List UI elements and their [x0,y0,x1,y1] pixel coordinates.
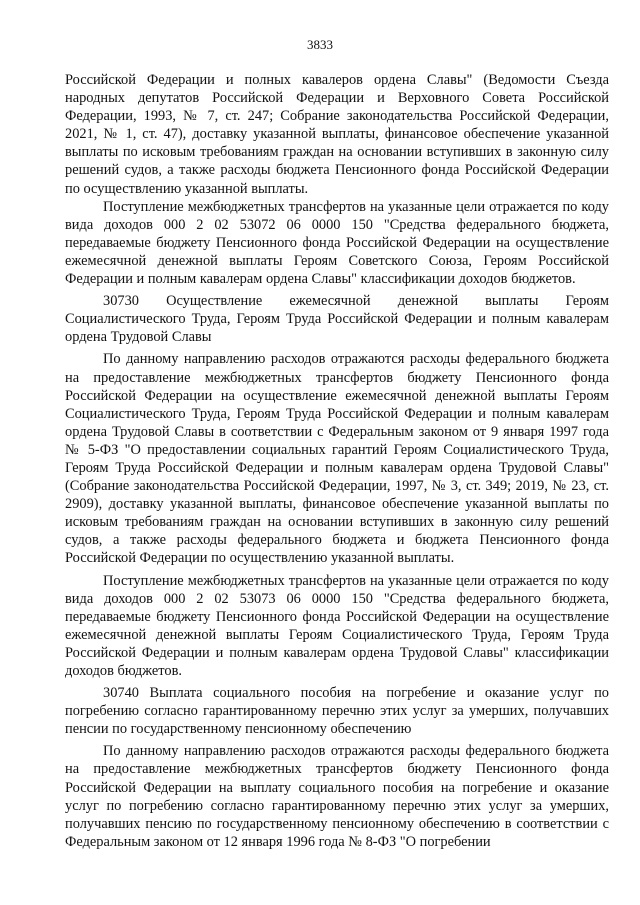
paragraph-expenses-30730: По данному направлению расходов отражаются расходы федерального бюджета на предоставление межбюджетных трансфертов бюджету Пенсионного фонда Российской Федерации на осуществление ежемесячной денежной выплаты Героям Социалистического Труда, Героям Труда Российской Федерации и полным кавалерам ордена Трудовой Славы в соответствии с Федеральным законом от 9 января 1997 года № 5-ФЗ "О предоставлении социальных гарантий Героям Социалистического Труда, Героям Труда Российской Федерации и полным кавалерам ордена Трудовой Славы" (Собрание законодательства Российской Федерации, 1997, № 3, ст. 349; 2019, № 23, ст. 2909), доставку указанной выплаты, финансовое обеспечение указанной выплаты по исковым требованиям граждан на основании вступивших в законную силу решений судов, а также расходы федерального бюджета и бюджета Пенсионного фонда Российской Федерации по осуществлению указанной выплаты. [65,351,609,567]
paragraph-expenses-30740: По данному направлению расходов отражаются расходы федерального бюджета на предоставление межбюджетных трансфертов бюджету Пенсионного фонда Российской Федерации на выплату социального пособия на погребение и оказание услуг по погребению согласно гарантированному перечню этих услуг за умерших, получавших пенсию по государственному пенсионному обеспечению в соответствии с Федеральным законом от 12 января 1996 года № 8-ФЗ "О погребении [65,743,609,850]
page-number: 3833 [307,37,333,52]
section-heading-30730: 30730 Осуществление ежемесячной денежной выплаты Героям Социалистического Труда, Героям Труда Российской Федерации и полным кавалерам ордена Трудовой Славы [65,293,609,346]
paragraph-income-code-53072: Поступление межбюджетных трансфертов на указанные цели отражается по коду вида доходов 000 2 02 53072 06 0000 150 "Средства федерального бюджета, передаваемые бюджету Пенсионного фонда Российской Федерации на осуществление ежемесячной денежной выплаты Героям Советского Союза, Героям Российской Федерации и полным кавалерам ордена Славы" классификации доходов бюджетов. [65,198,609,288]
paragraph-continuation: Российской Федерации и полных кавалеров ордена Славы" (Ведомости Съезда народных депутатов Российской Федерации и Верховного Совета Российской Федерации, 1993, № 7, ст. 247; Собрание законодательства Российской Федерации, 2021, № 1, ст. 47), доставку указанной выплаты, финансовое обеспечение указанной выплаты по исковым требованиям граждан на основании вступивших в законную силу решений судов, а также расходы бюджета Пенсионного фонда Российской Федерации по осуществлению указанной выплаты. [65,72,609,197]
document-body [65,71,609,851]
paragraph-income-code-53073: Поступление межбюджетных трансфертов на указанные цели отражается по коду вида доходов 000 2 02 53073 06 0000 150 "Средства федерального бюджета, передаваемые бюджету Пенсионного фонда Российской Федерации на осуществление ежемесячной денежной выплаты Героям Социалистического Труда, Героям Труда Российской Федерации и полным кавалерам ордена Трудовой Славы" классификации доходов бюджетов. [65,572,609,679]
section-heading-30740: 30740 Выплата социального пособия на погребение и оказание услуг по погребению согласно гарантированному перечню этих услуг за умерших, получавших пенсии по государственному пенсионному обеспечению [65,685,609,738]
